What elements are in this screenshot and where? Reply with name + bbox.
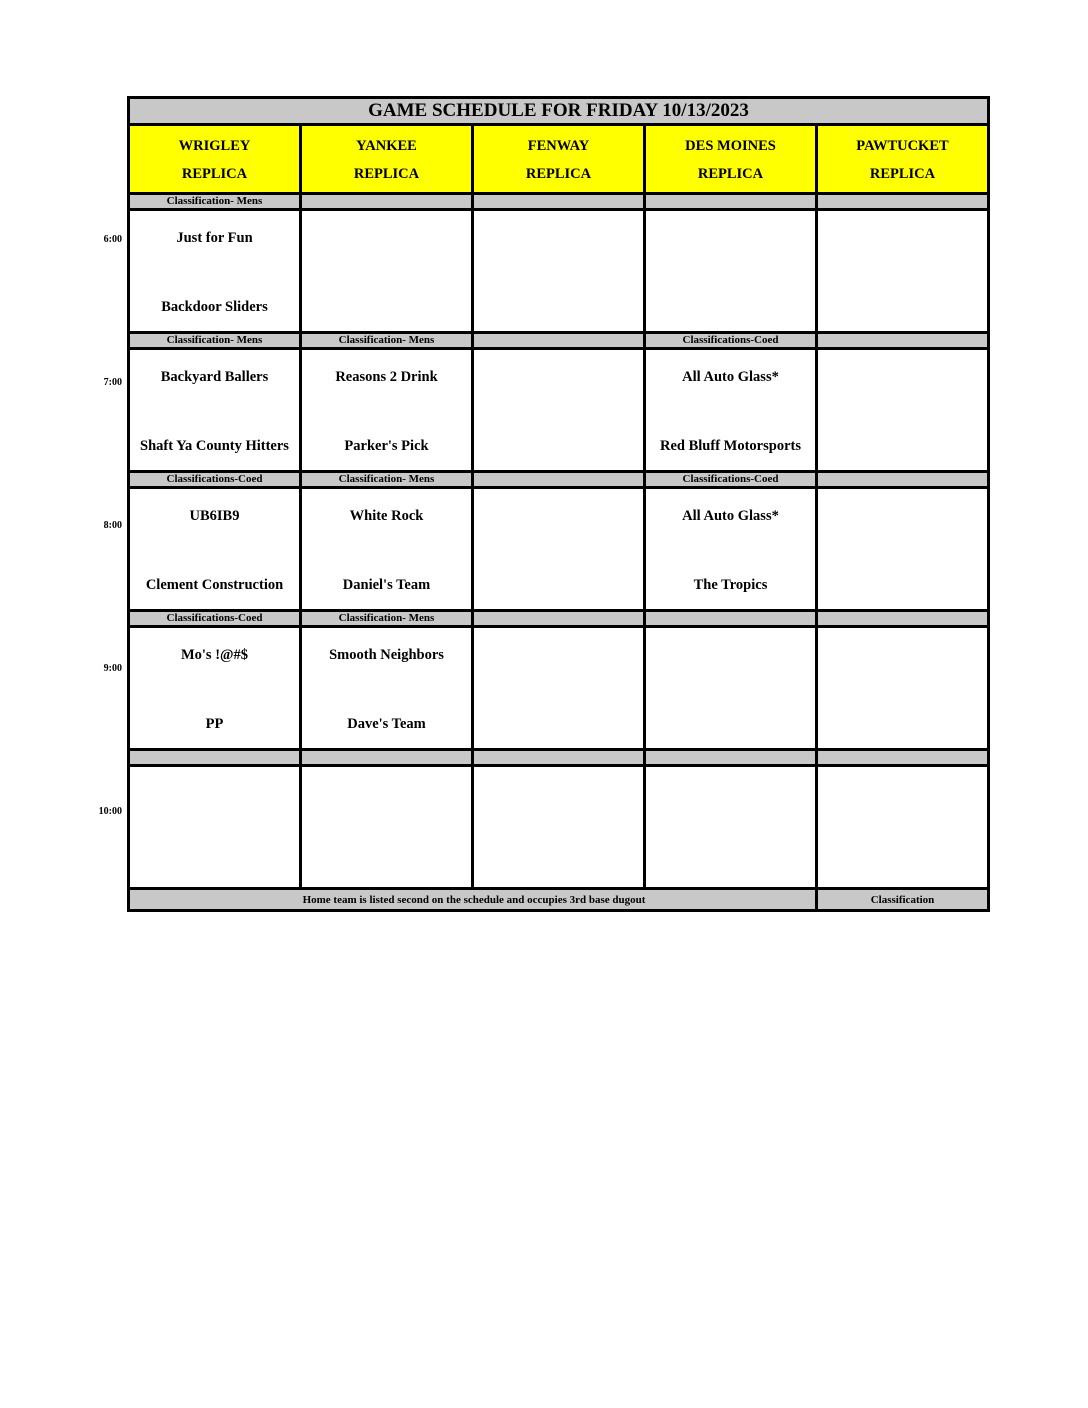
game-cell: [301, 210, 473, 333]
venue-name: FENWAY: [527, 137, 590, 154]
page-title: GAME SCHEDULE FOR FRIDAY 10/13/2023: [129, 98, 989, 125]
venue-type: REPLICA: [869, 165, 936, 182]
home-team: Dave's Team: [347, 716, 426, 732]
classification-row-7: [129, 333, 989, 349]
game-row-9: [129, 627, 989, 750]
classification-cell: [817, 194, 989, 210]
classification-row-8: [129, 472, 989, 488]
classification-cell: [817, 611, 989, 627]
game-row-10: [129, 766, 989, 889]
game-cell: [817, 488, 989, 611]
venue-name: YANKEE: [356, 137, 417, 154]
classification-cell: Classification- Mens: [129, 333, 301, 349]
time-label-10: 10:00: [98, 806, 122, 817]
game-cell: [129, 210, 301, 333]
game-cell: [129, 627, 301, 750]
home-team: Red Bluff Motorsports: [660, 438, 801, 454]
home-team: Shaft Ya County Hitters: [140, 438, 289, 454]
classification-row-6: [129, 194, 989, 210]
game-cell: [129, 349, 301, 472]
game-cell: [817, 349, 989, 472]
venue-name: WRIGLEY: [178, 137, 251, 154]
game-row-8: [129, 488, 989, 611]
time-label-8: 8:00: [103, 520, 122, 531]
home-team: PP: [205, 716, 224, 732]
game-cell: [301, 349, 473, 472]
classification-cell: [301, 194, 473, 210]
game-cell: [473, 766, 645, 889]
venue-header-row: [129, 125, 989, 194]
away-team: Just for Fun: [176, 230, 253, 246]
game-cell: [817, 627, 989, 750]
classification-cell: [473, 333, 645, 349]
classification-cell: [645, 194, 817, 210]
classification-cell: Classification- Mens: [129, 194, 301, 210]
classification-cell: Classification- Mens: [301, 611, 473, 627]
away-team: Smooth Neighbors: [329, 647, 444, 663]
venue-header-pawtucket: [817, 125, 989, 194]
classification-cell: [473, 194, 645, 210]
game-cell: [301, 766, 473, 889]
classification-cell: [473, 750, 645, 766]
venue-header-yankee: [301, 125, 473, 194]
home-team: Parker's Pick: [344, 438, 429, 454]
classification-cell: [645, 750, 817, 766]
classification-cell: Classifications-Coed: [129, 611, 301, 627]
time-label-7: 7:00: [103, 377, 122, 388]
venue-name: PAWTUCKET: [856, 137, 949, 154]
classification-cell: Classifications-Coed: [645, 333, 817, 349]
venue-type: REPLICA: [525, 165, 592, 182]
game-cell: [129, 488, 301, 611]
classification-cell: [301, 750, 473, 766]
footer-note: Home team is listed second on the schedule and occupies 3rd base dugout: [129, 889, 817, 911]
classification-cell: Classifications-Coed: [645, 472, 817, 488]
venue-header-des-moines: [645, 125, 817, 194]
game-cell: [645, 488, 817, 611]
home-team: Backdoor Sliders: [161, 299, 268, 315]
classification-cell: [473, 611, 645, 627]
game-cell: [645, 210, 817, 333]
schedule-table: [127, 96, 990, 912]
game-cell: [129, 766, 301, 889]
away-team: White Rock: [349, 508, 424, 524]
classification-cell: [817, 333, 989, 349]
classification-cell: [473, 472, 645, 488]
classification-row-9: [129, 611, 989, 627]
footer-row: [129, 889, 989, 911]
game-cell: [301, 627, 473, 750]
classification-cell: [817, 750, 989, 766]
game-cell: [301, 488, 473, 611]
time-label-9: 9:00: [103, 663, 122, 674]
venue-type: REPLICA: [181, 165, 248, 182]
game-cell: [817, 766, 989, 889]
game-cell: [817, 210, 989, 333]
game-cell: [473, 627, 645, 750]
classification-cell: Classification- Mens: [301, 472, 473, 488]
footer-classification-label: Classification: [817, 889, 989, 911]
venue-type: REPLICA: [353, 165, 420, 182]
away-team: Backyard Ballers: [160, 369, 269, 385]
venue-header-fenway: [473, 125, 645, 194]
game-cell: [473, 349, 645, 472]
title-row: [129, 98, 989, 125]
home-team: Clement Construction: [145, 577, 284, 593]
game-cell: [473, 488, 645, 611]
classification-cell: [129, 750, 301, 766]
classification-cell: [645, 611, 817, 627]
venue-header-wrigley: [129, 125, 301, 194]
game-row-7: [129, 349, 989, 472]
venue-type: REPLICA: [697, 165, 764, 182]
classification-cell: Classification- Mens: [301, 333, 473, 349]
away-team: UB6IB9: [189, 508, 240, 524]
home-team: Daniel's Team: [342, 577, 431, 593]
away-team: Mo's !@#$: [180, 647, 249, 663]
away-team: All Auto Glass*: [682, 369, 779, 385]
classification-row-10: [129, 750, 989, 766]
away-team: Reasons 2 Drink: [335, 369, 438, 385]
home-team: The Tropics: [693, 577, 768, 593]
away-team: All Auto Glass*: [682, 508, 779, 524]
classification-cell: Classifications-Coed: [129, 472, 301, 488]
game-cell: [645, 349, 817, 472]
classification-cell: [817, 472, 989, 488]
game-cell: [645, 627, 817, 750]
game-row-6: [129, 210, 989, 333]
venue-name: DES MOINES: [685, 137, 776, 154]
game-cell: [645, 766, 817, 889]
time-label-6: 6:00: [103, 234, 122, 245]
game-cell: [473, 210, 645, 333]
